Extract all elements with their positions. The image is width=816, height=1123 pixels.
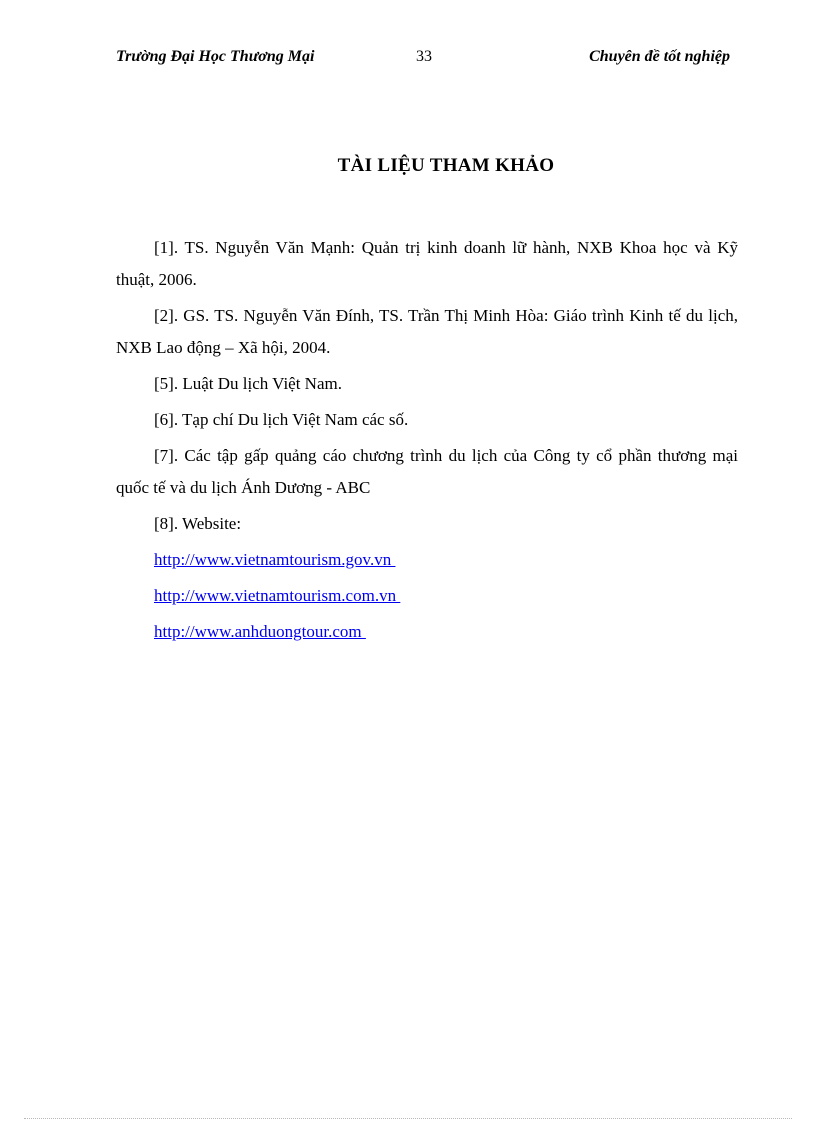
reference-item-8: [8]. Website: xyxy=(154,514,242,533)
website-link-vietnamtourism-com[interactable]: http://www.vietnamtourism.com.vn xyxy=(154,586,401,605)
header-school-name: Trường Đại Học Thương Mại xyxy=(116,48,315,65)
website-link-row-2 xyxy=(116,580,738,612)
header-document-type: Chuyên đề tốt nghiệp xyxy=(589,48,730,65)
website-link-row-1 xyxy=(116,544,738,576)
reference-item-2: [2]. GS. TS. Nguyễn Văn Đính, TS. Trần Thị Minh Hòa: Giáo trình Kinh tế du lịch, NXB Lao động – Xã hội, 2004. xyxy=(116,306,738,357)
page-header xyxy=(116,48,736,70)
website-link-vietnamtourism-gov[interactable]: http://www.vietnamtourism.gov.vn xyxy=(154,550,396,569)
website-link-row-3 xyxy=(116,616,738,648)
reference-item-5: [5]. Luật Du lịch Việt Nam. xyxy=(154,374,342,393)
page-bottom-divider xyxy=(24,1118,792,1119)
page-title: TÀI LIỆU THAM KHẢO xyxy=(337,155,555,176)
reference-item-1: [1]. TS. Nguyễn Văn Mạnh: Quản trị kinh doanh lữ hành, NXB Khoa học và Kỹ thuật, 2006. xyxy=(116,238,738,289)
website-link-anhduongtour[interactable]: http://www.anhduongtour.com xyxy=(154,622,366,641)
reference-item-7: [7]. Các tập gấp quảng cáo chương trình du lịch của Công ty cổ phần thương mại quốc tế và du lịch Ánh Dương - ABC xyxy=(116,446,738,497)
header-page-number: 33 xyxy=(416,48,432,65)
reference-item-6: [6]. Tạp chí Du lịch Việt Nam các số. xyxy=(154,410,409,429)
reference-list xyxy=(116,232,738,652)
